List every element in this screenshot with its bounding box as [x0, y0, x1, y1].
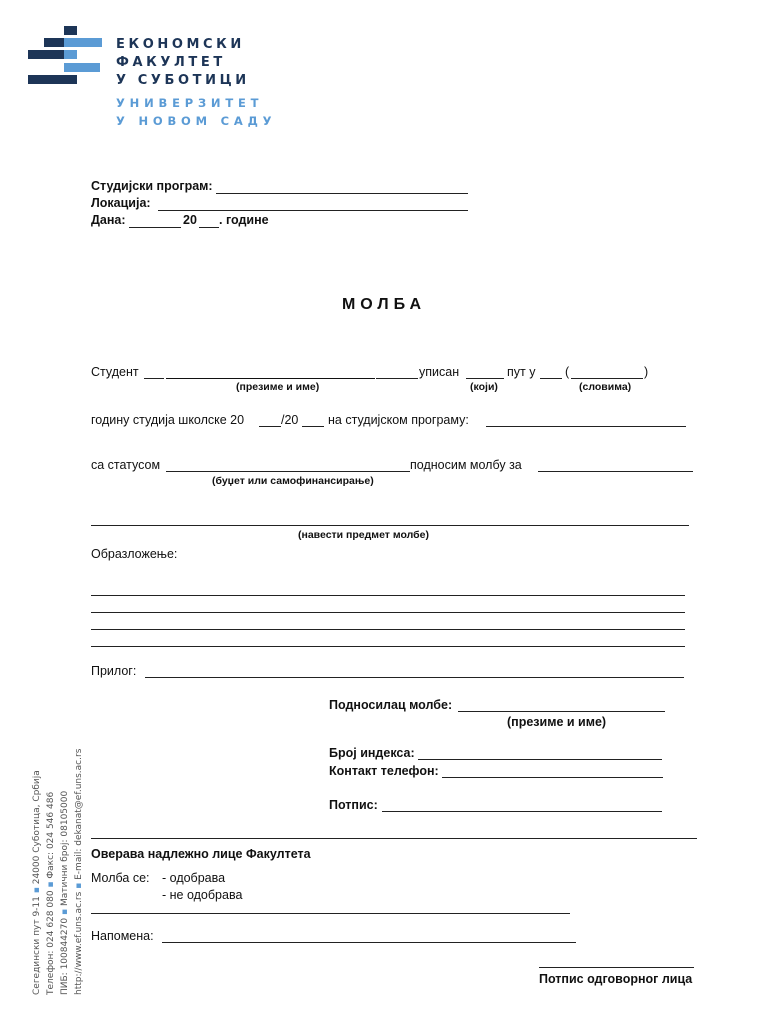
note-label: Напомена: — [91, 929, 154, 943]
year-text-2: /20 — [281, 413, 299, 427]
footer-fax: Факс: 024 546 486 — [46, 791, 56, 879]
submitter-field-line[interactable] — [458, 711, 665, 712]
reasoning-line-3[interactable] — [91, 629, 685, 630]
study-program-field-line[interactable] — [486, 426, 686, 427]
year-text-3: на студијском програму: — [328, 413, 469, 427]
footer-line-4 — [72, 749, 86, 995]
student-field-line-tail — [376, 378, 418, 379]
logo-text-line4: УНИВЕРЗИТЕТ — [116, 96, 264, 110]
logo-text-line1: ЕКОНОМСКИ — [116, 37, 245, 52]
signature-label: Потпис: — [329, 798, 378, 812]
date-label: Дана: — [91, 213, 126, 227]
location-field-line[interactable] — [158, 210, 468, 211]
submit-label: подносим молбу за — [410, 458, 522, 472]
reasoning-line-1[interactable] — [91, 595, 685, 596]
hint-words: (словима) — [579, 381, 632, 393]
logo-text-line3: У СУБОТИЦИ — [116, 73, 250, 88]
footer-pib: ПИБ: 100844270 — [60, 917, 70, 995]
enrolled-label: уписан — [419, 365, 460, 379]
paren-open: ( — [565, 365, 570, 379]
program-field-line[interactable] — [216, 193, 468, 194]
request-subject-field-line[interactable] — [91, 525, 689, 526]
logo-text-line5: У НОВОМ САДУ — [116, 114, 277, 128]
note-field-line[interactable] — [162, 942, 576, 943]
phone-field-line[interactable] — [442, 777, 663, 778]
hint-status: (буџет или самофинансирање) — [212, 475, 374, 487]
bullet-icon: ▪ — [60, 906, 70, 916]
submitter-label: Подносилац молбе: — [329, 698, 453, 712]
date-year-prefix: 20 — [183, 213, 197, 227]
attachment-label: Прилог: — [91, 664, 137, 678]
date-day-field-line[interactable] — [129, 227, 181, 228]
faculty-logo-graphic — [28, 26, 104, 88]
bullet-icon: ▪ — [46, 878, 56, 888]
attachment-field-line[interactable] — [145, 677, 684, 678]
phone-label: Контакт телефон: — [329, 764, 439, 778]
enrolled-times-field-line[interactable] — [466, 378, 504, 379]
document-title: МОЛБА — [341, 296, 427, 313]
date-year-field-line[interactable] — [199, 227, 219, 228]
year-words-field-line[interactable] — [571, 378, 643, 379]
footer-line-2 — [44, 749, 58, 995]
signature-field-line[interactable] — [382, 811, 662, 812]
footer-website[interactable]: http://www.ef.uns.ac.rs — [74, 891, 84, 995]
request-for-field-line[interactable] — [538, 471, 693, 472]
contact-info-footer — [30, 749, 86, 995]
verification-title: Оверава надлежно лице Факултета — [91, 847, 311, 861]
index-label: Број индекса: — [329, 746, 415, 760]
reasoning-line-2[interactable] — [91, 612, 685, 613]
student-name-field-line[interactable] — [166, 378, 375, 379]
status-field-line[interactable] — [166, 471, 410, 472]
index-field-line[interactable] — [418, 759, 662, 760]
student-label: Студент — [91, 365, 139, 379]
bullet-icon: ▪ — [32, 884, 42, 894]
option-not-approved[interactable]: - не одобрава — [162, 888, 243, 902]
request-label: Молба се: — [91, 871, 150, 885]
program-label: Студијски програм: — [91, 179, 213, 193]
paren-close: ) — [644, 365, 649, 379]
section-divider — [91, 838, 697, 839]
school-year-from-field-line[interactable] — [259, 426, 281, 427]
year-text-1: годину студија школске 20 — [91, 413, 245, 427]
decision-field-line[interactable] — [91, 913, 570, 914]
date-suffix: . године — [219, 213, 269, 227]
logo-text-line2: ФАКУЛТЕТ — [116, 55, 226, 70]
official-signature-label: Потпис одговорног лица — [539, 972, 693, 986]
hint-name: (презиме и име) — [236, 381, 320, 393]
bullet-icon: ▪ — [74, 879, 84, 889]
footer-phone: Телефон: 024 628 080 — [46, 890, 56, 995]
location-label: Локација: — [91, 196, 151, 210]
hint-subject: (навести предмет молбе) — [298, 529, 429, 541]
option-approved[interactable]: - одобрава — [162, 871, 226, 885]
student-field-line-lead — [144, 378, 164, 379]
footer-line-3 — [58, 749, 72, 995]
hint-which: (који) — [470, 381, 498, 393]
footer-address: Сегедински пут 9-11 — [32, 896, 42, 995]
footer-email[interactable]: E-mail: dekanat@ef.uns.ac.rs — [74, 748, 84, 880]
status-label: са статусом — [91, 458, 161, 472]
school-year-to-field-line[interactable] — [302, 426, 324, 427]
footer-registration-number: Матични број: 08105000 — [60, 790, 70, 907]
footer-city: 24000 Суботица, Србија — [32, 770, 42, 885]
reasoning-label: Образложење: — [91, 547, 178, 561]
reasoning-line-4[interactable] — [91, 646, 685, 647]
official-signature-field-line[interactable] — [539, 967, 694, 968]
footer-line-1 — [30, 749, 44, 995]
year-number-field-line[interactable] — [540, 378, 562, 379]
submitter-hint-name: (презиме и име) — [507, 715, 607, 729]
times-label: пут у — [507, 365, 536, 379]
